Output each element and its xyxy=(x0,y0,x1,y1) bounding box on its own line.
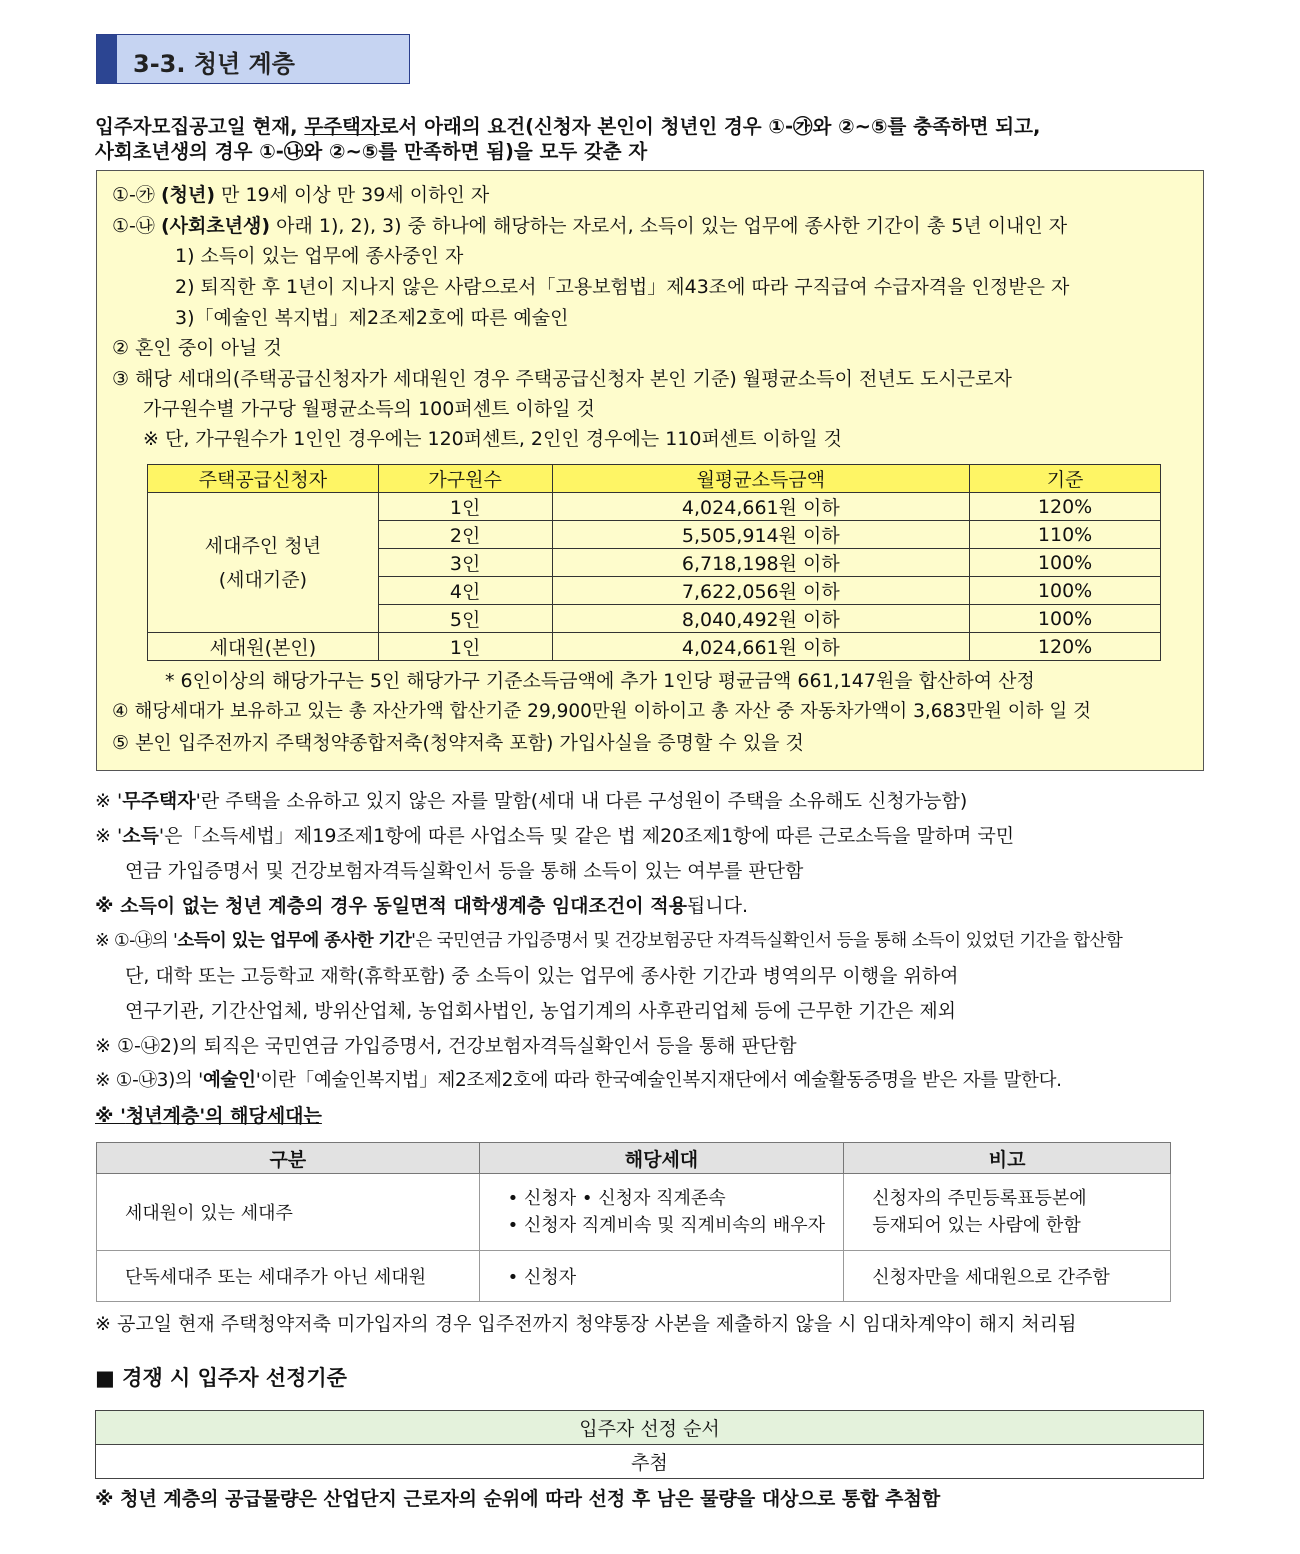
amount-cell: 8,040,492원 이하 xyxy=(552,605,970,633)
req-new-worker-sub-3: 3)「예술인 복지법」제2조제2호에 따른 예술인 xyxy=(175,307,569,329)
amount-cell: 6,718,198원 이하 xyxy=(552,549,970,577)
intro-text: 입주자모집공고일 현재, xyxy=(95,115,305,138)
household-header-category: 구분 xyxy=(97,1143,480,1174)
req-unmarried: ② 혼인 중이 아닐 것 xyxy=(112,337,282,359)
household-remark-cell: 신청자만을 세대원으로 간주함 xyxy=(844,1251,1171,1302)
section-header-bar xyxy=(97,35,117,83)
req-assets: ④ 해당세대가 보유하고 있는 총 자산가액 합산기준 29,900만원 이하이고 총 자산 중 자동차가액이 3,683만원 이하 일 것 xyxy=(112,701,1091,722)
section-title: 3-3. 청년 계층 xyxy=(133,50,295,78)
income-row xyxy=(148,633,1161,661)
standard-cell: 110% xyxy=(970,521,1161,549)
note-work-period-line-3: 연구기관, 기간산업체, 방위산업체, 농업회사법인, 농업기계의 사후관리업체 등에 근무한 기간은 제외 xyxy=(125,1000,957,1022)
req-prefix: ①-㉯ xyxy=(112,215,161,237)
selection-value: 추첨 xyxy=(96,1445,1204,1479)
note-text: '이란「예술인복지법」제2조제2호에 따라 한국예술인복지재단에서 예술활동증명을 받은 자를 말한다. xyxy=(255,1070,1062,1091)
req-youth-text: 만 19세 이상 만 39세 이하인 자 xyxy=(215,184,490,206)
household-category-cell: 단독세대주 또는 세대주가 아닌 세대원 xyxy=(97,1251,480,1302)
note-text: '은 국민연금 가입증명서 및 건강보험공단 자격득실확인서 등을 통해 소득이 있었던 기간을 합산함 xyxy=(411,931,1123,951)
household-members-cell: • 신청자 xyxy=(479,1251,844,1302)
note-income xyxy=(95,821,1014,851)
note-mark: ※ ①-㉯3)의 ' xyxy=(95,1070,203,1091)
standard-cell: 100% xyxy=(970,549,1161,577)
note-income-line-2: 연금 가입증명서 및 건강보험자격득실확인서 등을 통해 소득이 있는 여부를 판단함 xyxy=(125,860,804,882)
note-term: 소득이 있는 업무에 종사한 기간 xyxy=(177,931,412,951)
req-new-worker xyxy=(112,211,1067,241)
req-income-line-2: 가구원수별 가구당 월평균소득의 100퍼센트 이하일 것 xyxy=(143,398,595,420)
note-homeless xyxy=(95,786,967,816)
members-cell: 1인 xyxy=(378,633,552,661)
selection-footer-note: ※ 청년 계층의 공급물량은 산업단지 근로자의 순위에 따라 선정 후 남은 물량을 대상으로 통합 추첨함 xyxy=(95,1488,941,1510)
income-row xyxy=(148,493,1161,521)
income-group-member: 세대원(본인) xyxy=(148,633,379,661)
note-retirement: ※ ①-㉯2)의 퇴직은 국민연금 가입증명서, 건강보험자격득실확인서 등을 통해 판단함 xyxy=(95,1035,797,1057)
members-cell: 3인 xyxy=(378,549,552,577)
note-term: 소득 xyxy=(122,825,159,847)
amount-cell: 4,024,661원 이하 xyxy=(552,633,970,661)
standard-cell: 100% xyxy=(970,577,1161,605)
req-savings: ⑤ 본인 입주전까지 주택청약종합저축(청약저축 포함) 가입사실을 증명할 수 있을 것 xyxy=(112,732,804,754)
members-cell: 5인 xyxy=(378,605,552,633)
req-new-worker-sub-1: 1) 소득이 있는 업무에 종사중인 자 xyxy=(175,245,464,267)
note-artist xyxy=(95,1066,1062,1096)
req-youth xyxy=(112,180,489,210)
amount-cell: 5,505,914원 이하 xyxy=(552,521,970,549)
selection-heading: ■ 경쟁 시 입주자 선정기준 xyxy=(95,1366,347,1390)
standard-cell: 100% xyxy=(970,605,1161,633)
req-youth-label: (청년) xyxy=(160,184,216,206)
household-table xyxy=(96,1142,1171,1302)
note-mark: ※ ' xyxy=(95,825,123,847)
group-label: (세대기준) xyxy=(218,568,307,591)
note-text: '란 주택을 소유하고 있지 않은 자를 말함(세대 내 다른 구성원이 주택을 소유해도 신청가능함) xyxy=(195,790,968,812)
income-table xyxy=(147,464,1161,661)
selection-table xyxy=(95,1410,1204,1479)
bullet-item: • 신청자 직계비속 및 직계비속의 배우자 xyxy=(507,1215,826,1236)
selection-header: 입주자 선정 순서 xyxy=(96,1411,1204,1445)
household-header-remarks: 비고 xyxy=(844,1143,1171,1174)
amount-cell: 7,622,056원 이하 xyxy=(552,577,970,605)
note-text: 됩니다. xyxy=(686,895,749,917)
intro-text: 로서 아래의 요건(신청자 본인이 청년인 경우 ①-㉮와 ②~⑤를 충족하면 되고, xyxy=(379,115,1041,138)
note-mark: ※ ' xyxy=(95,790,123,812)
members-cell: 1인 xyxy=(378,493,552,521)
income-header-amount: 월평균소득금액 xyxy=(552,465,970,493)
members-cell: 4인 xyxy=(378,577,552,605)
note-work-period-line-2: 단, 대학 또는 고등학교 재학(휴학포함) 중 소득이 있는 업무에 종사한 기간과 병역의무 이행을 위하여 xyxy=(125,965,959,987)
note-term: 청년계층'의 해당세대는 xyxy=(125,1105,322,1127)
income-header-applicant: 주택공급신청자 xyxy=(148,465,379,493)
note-text: '은「소득세법」제19조제1항에 따른 사업소득 및 같은 법 제20조제1항에 따른 근로소득을 말하며 국민 xyxy=(158,825,1015,847)
household-header-members: 해당세대 xyxy=(479,1143,844,1174)
req-prefix: ①-㉮ xyxy=(112,184,161,206)
remark-text: 등재되어 있는 사람에 한함 xyxy=(872,1215,1081,1236)
remark-text: 신청자의 주민등록표등본에 xyxy=(872,1188,1087,1209)
household-members-cell xyxy=(479,1174,844,1251)
note-no-income xyxy=(95,891,748,921)
section-header xyxy=(96,34,410,84)
household-category-cell: 세대원이 있는 세대주 xyxy=(97,1174,480,1251)
household-row xyxy=(97,1251,1171,1302)
note-no-income-bold: ※ 소득이 없는 청년 계층의 경우 동일면적 대학생계층 임대조건이 적용 xyxy=(95,895,687,917)
note-mark: ※ ①-㉯의 ' xyxy=(95,931,178,951)
req-income-note: ※ 단, 가구원수가 1인인 경우에는 120퍼센트, 2인인 경우에는 110퍼센트 이하일 것 xyxy=(143,428,843,450)
intro-homeless-term: 무주택자 xyxy=(304,115,380,138)
group-label: 세대주인 청년 xyxy=(204,534,321,557)
intro-line-2: 사회초년생의 경우 ①-㉯와 ②~⑤를 만족하면 됨)을 모두 갖춘 자 xyxy=(95,140,648,163)
income-header-members: 가구원수 xyxy=(378,465,552,493)
req-new-worker-sub-2: 2) 퇴직한 후 1년이 지나지 않은 사람으로서「고용보험법」제43조에 따라 구직급여 수급자격을 인정받은 자 xyxy=(175,276,1070,298)
note-mark: ※ ' xyxy=(95,1105,126,1127)
income-group-head-of-household xyxy=(148,493,379,633)
note-savings-account: ※ 공고일 현재 주택청약저축 미가입자의 경우 입주전까지 청약통장 사본을 제출하지 않을 시 임대차계약이 해지 처리됨 xyxy=(95,1313,1077,1335)
household-row xyxy=(97,1174,1171,1251)
bullet-item: • 신청자 • 신청자 직계존속 xyxy=(507,1188,726,1209)
note-work-period xyxy=(95,926,1122,956)
standard-cell: 120% xyxy=(970,493,1161,521)
household-remark-cell xyxy=(844,1174,1171,1251)
note-youth-household xyxy=(95,1101,322,1131)
req-new-worker-text: 아래 1), 2), 3) 중 하나에 해당하는 자로서, 소득이 있는 업무에 종사한 기간이 총 5년 이내인 자 xyxy=(270,215,1068,237)
amount-cell: 4,024,661원 이하 xyxy=(552,493,970,521)
standard-cell: 120% xyxy=(970,633,1161,661)
income-note-6plus: * 6인이상의 해당가구는 5인 해당가구 기준소득금액에 추가 1인당 평균금액 661,147원을 합산하여 산정 xyxy=(165,670,1035,692)
note-term: 무주택자 xyxy=(122,790,196,812)
note-term: 예술인 xyxy=(202,1070,256,1091)
members-cell: 2인 xyxy=(378,521,552,549)
req-income-line-1: ③ 해당 세대의(주택공급신청자가 세대원인 경우 주택공급신청자 본인 기준) 월평균소득이 전년도 도시근로자 xyxy=(112,368,1012,390)
income-header-standard: 기준 xyxy=(970,465,1161,493)
note-youth-household-heading xyxy=(95,1105,322,1127)
req-new-worker-label: (사회초년생) xyxy=(160,215,271,237)
